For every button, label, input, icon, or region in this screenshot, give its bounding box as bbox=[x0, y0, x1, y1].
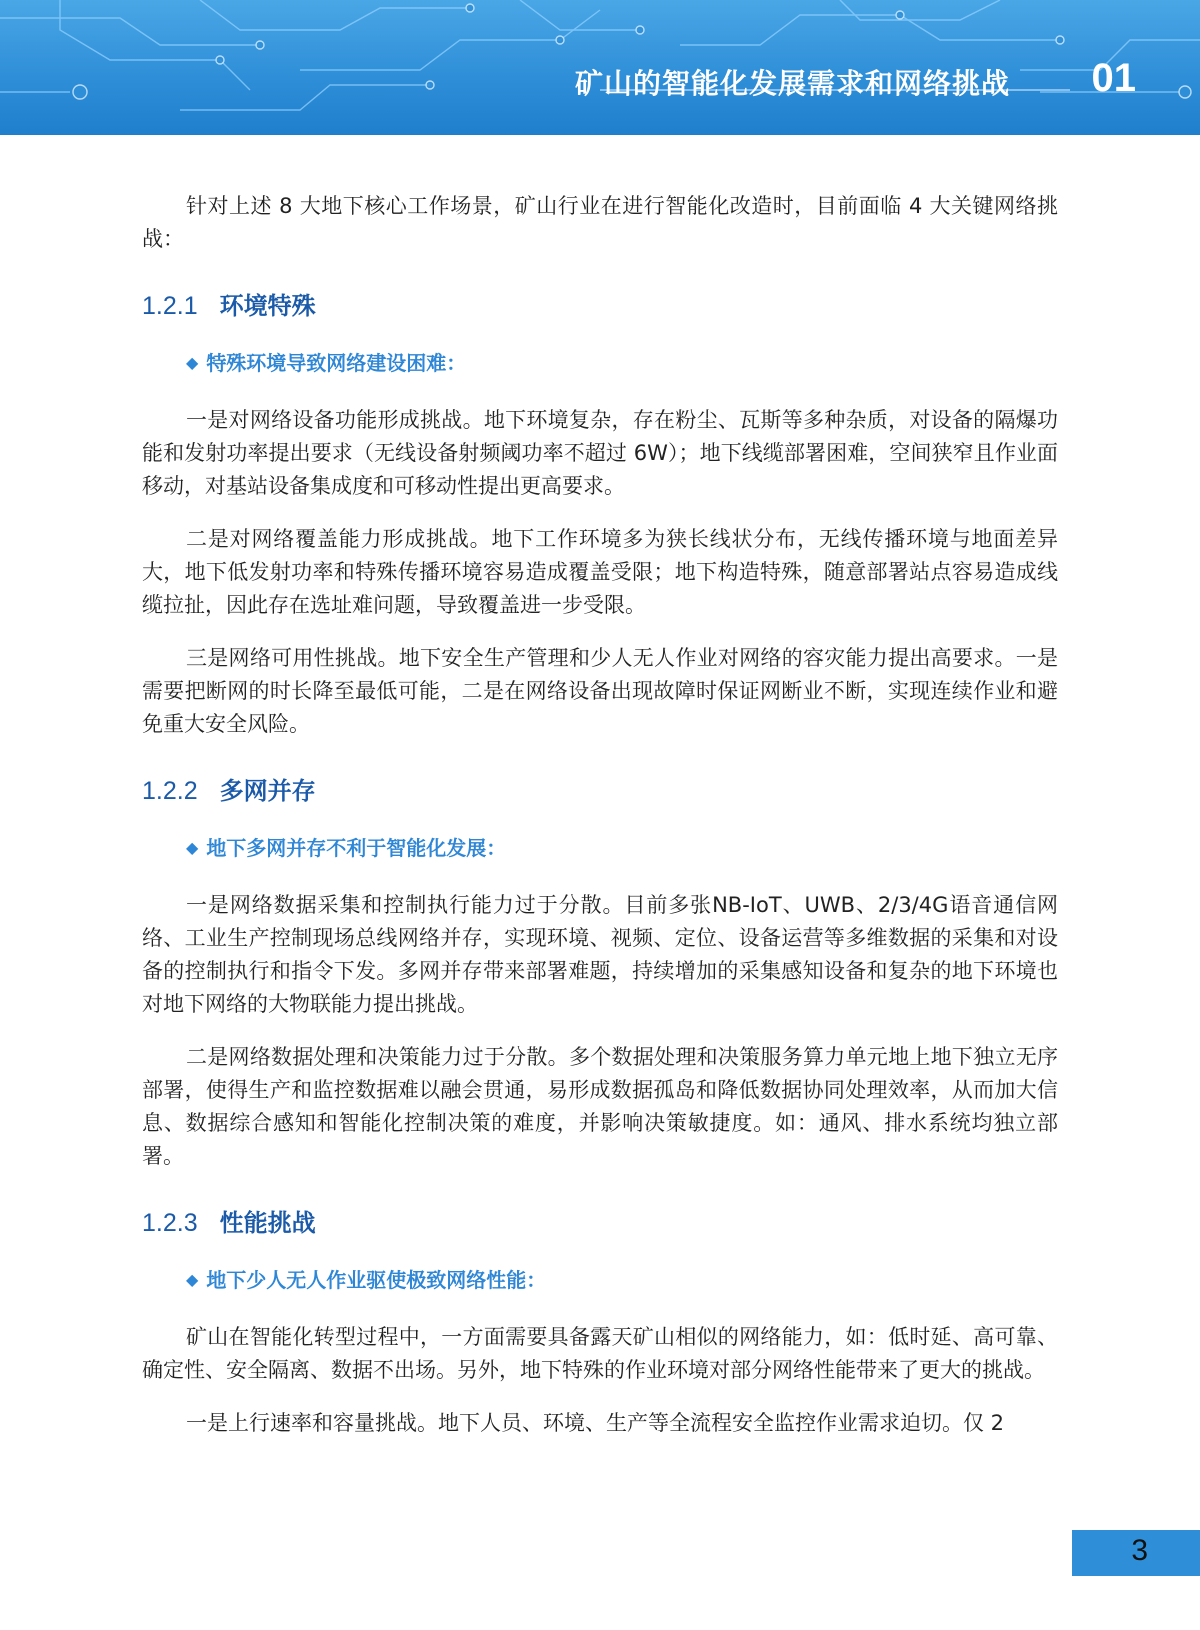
chapter-number: 01 bbox=[1091, 56, 1136, 100]
bullet-text: 特殊环境导致网络建设困难： bbox=[206, 351, 467, 375]
section-number: 1.2.3 bbox=[142, 1209, 198, 1237]
paragraph: 三是网络可用性挑战。地下安全生产管理和少人无人作业对网络的容灾能力提出高要求。一是需要把断网的时长降至最低可能，二是在网络设备出现故障时保证网断业不断，实现连续作业和避免重大安全风险。 bbox=[142, 646, 1058, 736]
section-heading bbox=[142, 286, 1058, 321]
page-body bbox=[142, 190, 1058, 1460]
section-heading bbox=[142, 1203, 1058, 1238]
bullet-text: 地下少人无人作业驱使极致网络性能： bbox=[206, 1268, 547, 1292]
page-header bbox=[0, 0, 1200, 135]
bullet-heading bbox=[186, 832, 1058, 861]
section-title: 环境特殊 bbox=[219, 292, 316, 320]
chapter-title: 矿山的智能化发展需求和网络挑战 bbox=[574, 67, 1010, 100]
paragraph: 矿山在智能化转型过程中，一方面需要具备露天矿山相似的网络能力，如：低时延、高可靠、确定性、安全隔离、数据不出场。另外，地下特殊的作业环境对部分网络性能带来了更大的挑战。 bbox=[142, 1325, 1058, 1382]
section-title: 多网并存 bbox=[219, 777, 316, 805]
diamond-bullet-icon: ◆ bbox=[186, 1270, 199, 1289]
page-number: 3 bbox=[1131, 1534, 1148, 1567]
bullet-text: 地下多网并存不利于智能化发展： bbox=[206, 836, 507, 860]
paragraph: 二是网络数据处理和决策能力过于分散。多个数据处理和决策服务算力单元地上地下独立无序部署，使得生产和监控数据难以融会贯通，易形成数据孤岛和降低数据协同处理效率，从而加大信息、数据综合感知和智能化控制决策的难度，并影响决策敏捷度。如：通风、排水系统均独立部署。 bbox=[142, 1045, 1058, 1168]
intro-paragraph: 针对上述 8 大地下核心工作场景，矿山行业在进行智能化改造时，目前面临 4 大关键网络挑战： bbox=[142, 194, 1058, 251]
paragraph: 一是对网络设备功能形成挑战。地下环境复杂，存在粉尘、瓦斯等多种杂质，对设备的隔爆功能和发射功率提出要求（无线设备射频阈功率不超过 6W）；地下线缆部署困难，空间狭窄且作业面移动，对基站设备集成度和可移动性提出更高要求。 bbox=[142, 408, 1058, 498]
section-number: 1.2.1 bbox=[142, 292, 198, 320]
paragraph: 二是对网络覆盖能力形成挑战。地下工作环境多为狭长线状分布，无线传播环境与地面差异大，地下低发射功率和特殊传播环境容易造成覆盖受限；地下构造特殊，随意部署站点容易造成线缆拉扯，因此存在选址难问题，导致覆盖进一步受限。 bbox=[142, 527, 1058, 617]
bullet-heading bbox=[186, 347, 1058, 376]
diamond-bullet-icon: ◆ bbox=[186, 353, 199, 372]
section-heading bbox=[142, 771, 1058, 806]
paragraph: 一是网络数据采集和控制执行能力过于分散。目前多张NB-IoT、UWB、2/3/4G语音通信网络、工业生产控制现场总线网络并存，实现环境、视频、定位、设备运营等多维数据的采集和对设备的控制执行和指令下发。多网并存带来部署难题，持续增加的采集感知设备和复杂的地下环境也对地下网络的大物联能力提出挑战。 bbox=[142, 893, 1058, 1016]
bullet-heading bbox=[186, 1264, 1058, 1293]
section-number: 1.2.2 bbox=[142, 777, 198, 805]
diamond-bullet-icon: ◆ bbox=[186, 838, 199, 857]
section-title: 性能挑战 bbox=[219, 1209, 316, 1237]
paragraph: 一是上行速率和容量挑战。地下人员、环境、生产等全流程安全监控作业需求迫切。仅 2 bbox=[186, 1411, 1005, 1435]
